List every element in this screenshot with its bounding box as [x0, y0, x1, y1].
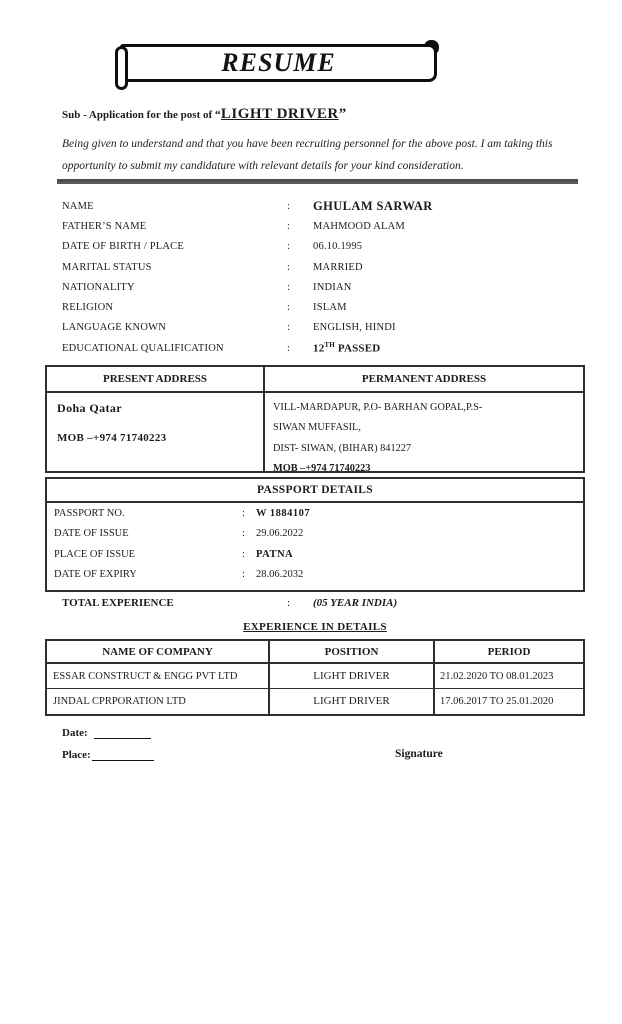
detail-label: RELIGION — [62, 302, 114, 314]
experience-position: LIGHT DRIVER — [270, 664, 435, 689]
present-mobile: MOB –+974 71740223 — [57, 432, 167, 444]
permanent-address-line: SIWAN MUFFASIL, — [273, 422, 361, 434]
permanent-address-line: DIST- SIWAN, (BIHAR) 841227 — [273, 442, 412, 454]
issue-date-row — [47, 524, 583, 545]
detail-label: LANGUAGE KNOWN — [62, 322, 166, 334]
date-label: Date: — [62, 727, 88, 739]
colon-separator: : — [287, 302, 291, 314]
present-address-line: Doha Qatar — [57, 401, 122, 415]
place-blank-line — [92, 749, 154, 761]
detail-value: 12TH PASSED — [313, 341, 381, 356]
position-column-header: POSITION — [270, 641, 435, 664]
detail-value: 06.10.1995 — [313, 241, 363, 253]
address-table — [45, 365, 585, 473]
detail-row-birth-date — [62, 237, 582, 257]
colon-separator: : — [287, 322, 291, 334]
scroll-bar-icon — [115, 46, 128, 90]
colon-separator: : — [242, 528, 245, 540]
passport-label: PASSPORT NO. — [54, 507, 125, 519]
experience-table — [45, 639, 585, 716]
colon-separator: : — [287, 220, 291, 232]
colon-separator: : — [287, 261, 291, 273]
open-quote: “ — [214, 107, 221, 121]
detail-row-father-name — [62, 216, 582, 236]
detail-label: NAME — [62, 200, 94, 212]
total-experience-value: (05 YEAR INDIA) — [313, 597, 398, 609]
passport-value: 28.06.2032 — [256, 569, 304, 581]
subject-lead: Sub - Application for the post of — [62, 109, 215, 121]
section-divider — [57, 179, 578, 184]
title-box — [120, 44, 437, 82]
detail-label: EDUCATIONAL QUALIFICATION — [62, 342, 224, 354]
subject-line — [62, 106, 346, 123]
passport-label: DATE OF ISSUE — [54, 528, 129, 540]
permanent-address-header: PERMANENT ADDRESS — [265, 367, 583, 393]
expiry-date-row — [47, 565, 583, 586]
passport-value: PATNA — [256, 548, 294, 560]
colon-separator: : — [242, 507, 245, 519]
detail-row-religion — [62, 297, 582, 317]
colon-separator: : — [242, 548, 245, 560]
detail-value: GHULAM SARWAR — [313, 198, 433, 213]
detail-label: MARITAL STATUS — [62, 261, 152, 273]
experience-company: ESSAR CONSTRUCT & ENGG PVT LTD — [47, 664, 270, 689]
period-column-header: PERIOD — [435, 641, 583, 664]
passport-number-row — [47, 503, 583, 524]
date-row — [62, 727, 151, 739]
detail-value: ISLAM — [313, 302, 347, 314]
passport-details-table — [45, 477, 585, 592]
detail-label: FATHER’S NAME — [62, 220, 147, 232]
close-quote: ” — [338, 106, 347, 122]
total-experience-row — [62, 597, 397, 609]
experience-company: JINDAL CPRPORATION LTD — [47, 689, 270, 714]
personal-details-section — [62, 196, 582, 358]
colon-separator: : — [287, 597, 291, 609]
detail-row-education — [62, 338, 582, 358]
experience-position: LIGHT DRIVER — [270, 689, 435, 714]
colon-separator: : — [287, 342, 291, 354]
date-blank-line — [94, 727, 151, 739]
colon-separator: : — [287, 281, 291, 293]
detail-value: ENGLISH, HINDI — [313, 322, 396, 334]
detail-label: DATE OF BIRTH / PLACE — [62, 241, 184, 253]
post-title: LIGHT DRIVER — [220, 106, 339, 122]
permanent-address-cell — [265, 393, 583, 475]
passport-value: W 1884107 — [256, 507, 311, 519]
issue-place-row — [47, 544, 583, 565]
detail-label: NATIONALITY — [62, 281, 135, 293]
detail-row-marital-status — [62, 257, 582, 277]
signature-label: Signature — [395, 748, 443, 760]
detail-value: MAHMOOD ALAM — [313, 220, 405, 232]
total-experience-label: TOTAL EXPERIENCE — [62, 597, 174, 609]
detail-value: INDIAN — [313, 281, 352, 293]
detail-row-languages — [62, 318, 582, 338]
intro-paragraph: Being given to understand and that you have been recruiting personnel for the above post. I am taking this opportunity to submit my candidature with relevant details for your kind consideration. — [62, 138, 553, 172]
passport-value: 29.06.2022 — [256, 528, 304, 540]
company-column-header: NAME OF COMPANY — [47, 641, 270, 664]
experience-period: 17.06.2017 TO 25.01.2020 — [440, 696, 554, 707]
page-title: RESUME — [221, 48, 336, 77]
experience-details-heading: EXPERIENCE IN DETAILS — [243, 621, 387, 633]
place-label: Place: — [62, 749, 91, 761]
passport-label: PLACE OF ISSUE — [54, 548, 136, 560]
passport-label: DATE OF EXPIRY — [54, 569, 137, 581]
detail-row-nationality — [62, 277, 582, 297]
colon-separator: : — [242, 569, 245, 581]
colon-separator: : — [287, 241, 291, 253]
place-row — [62, 749, 154, 761]
present-address-header: PRESENT ADDRESS — [47, 367, 265, 393]
detail-value: MARRIED — [313, 261, 363, 273]
permanent-address-line: VILL-MARDAPUR, P.O- BARHAN GOPAL,P.S- — [273, 402, 483, 413]
detail-row-name — [62, 196, 582, 216]
permanent-mobile: MOB –+974 71740223 — [273, 463, 371, 475]
resume-title-banner — [114, 40, 440, 92]
passport-details-header: PASSPORT DETAILS — [47, 479, 583, 503]
colon-separator: : — [287, 200, 291, 212]
present-address-cell — [47, 393, 265, 471]
experience-period: 21.02.2020 TO 08.01.2023 — [435, 664, 583, 689]
